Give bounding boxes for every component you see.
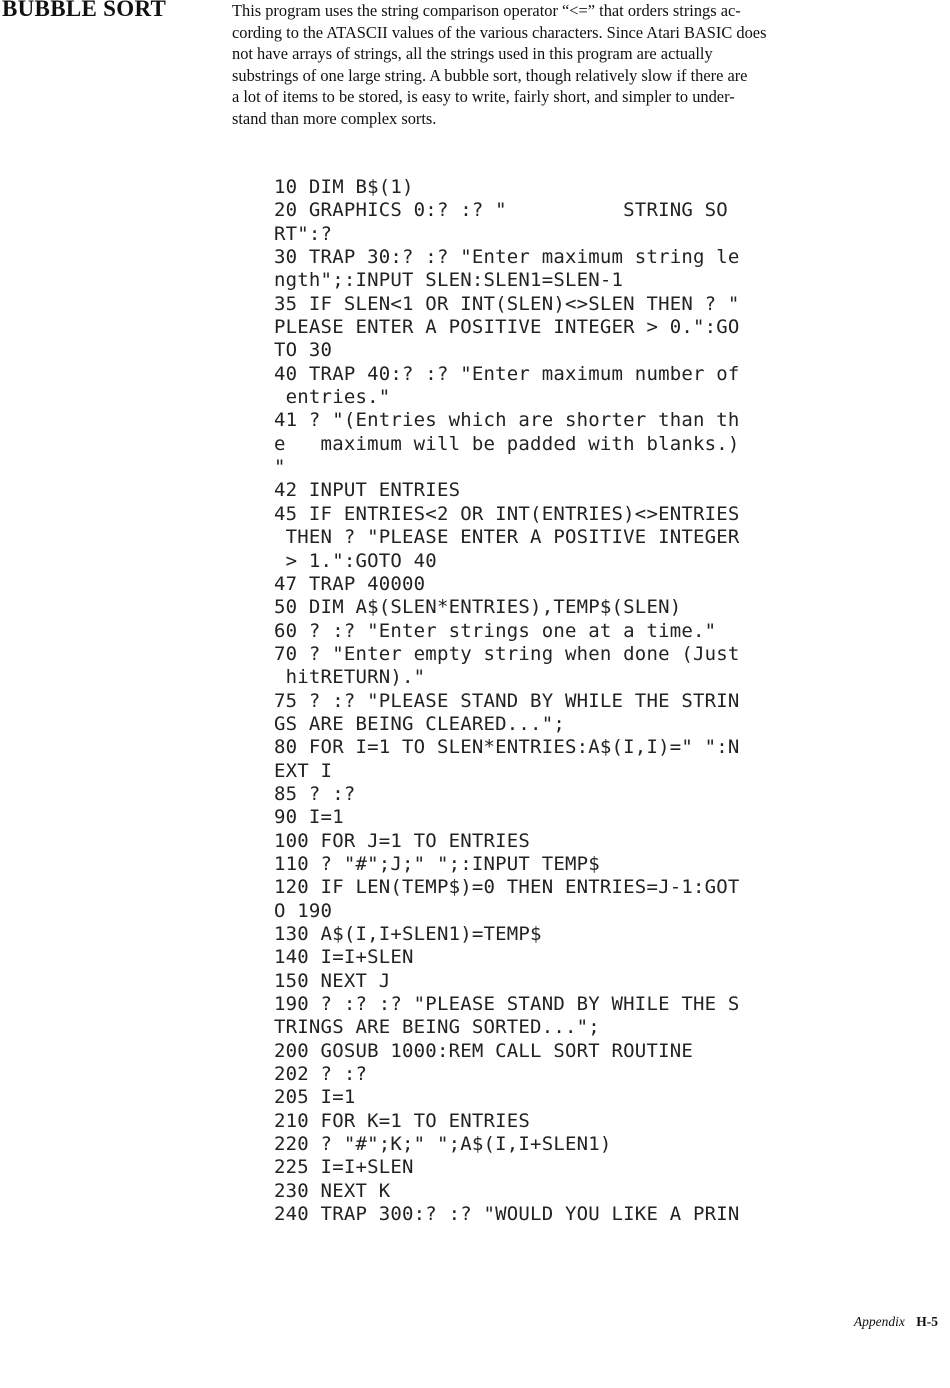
code-line: 220 ? "#";K;" ";A$(I,I+SLEN1) <box>274 1133 612 1156</box>
page-number: H-5 <box>916 1314 938 1329</box>
code-line: 150 NEXT J <box>274 969 391 992</box>
code-line: ngth";:INPUT SLEN:SLEN1=SLEN-1 <box>274 269 624 292</box>
code-line: 60 ? :? "Enter strings one at a time." <box>274 619 717 642</box>
code-line: 40 TRAP 40:? :? "Enter maximum number of <box>274 362 740 385</box>
code-line: 140 I=I+SLEN <box>274 946 414 969</box>
code-line: 130 A$(I,I+SLEN1)=TEMP$ <box>274 923 542 945</box>
code-line: 50 DIM A$(SLEN*ENTRIES),TEMP$(SLEN) <box>274 596 682 619</box>
intro-line: substrings of one large string. A bubble sort, though relatively slow if there are <box>232 65 748 85</box>
code-line: 205 I=1 <box>274 1086 356 1109</box>
code-line: " <box>274 456 286 479</box>
code-line: e maximum will be padded with blanks.) <box>274 432 740 455</box>
code-line: 90 I=1 <box>274 806 344 829</box>
code-line: 75 ? :? "PLEASE STAND BY WHILE THE STRIN <box>274 689 740 712</box>
code-line: PLEASE ENTER A POSITIVE INTEGER > 0.":GO <box>274 316 740 339</box>
code-line: 225 I=I+SLEN <box>274 1156 414 1179</box>
intro-line: stand than more complex sorts. <box>232 108 437 128</box>
code-line: 42 INPUT ENTRIES <box>274 479 461 502</box>
code-line: 47 TRAP 40000 <box>274 572 426 595</box>
code-line: 70 ? "Enter empty string when done (Just <box>274 642 740 665</box>
code-line: 41 ? "(Entries which are shorter than th <box>274 409 740 432</box>
code-line: THEN ? "PLEASE ENTER A POSITIVE INTEGER <box>274 526 740 549</box>
code-line: 100 FOR J=1 TO ENTRIES <box>274 829 531 852</box>
code-line: RT":? <box>274 222 333 245</box>
code-line: 110 ? "#";J;" ";:INPUT TEMP$ <box>274 852 600 875</box>
code-line: 20 GRAPHICS 0:? :? " STRING SO <box>274 199 728 222</box>
intro-line: a lot of items to be stored, is easy to write, fairly short, and simpler to under- <box>232 87 735 106</box>
code-line: 30 TRAP 30:? :? "Enter maximum string le <box>274 246 740 269</box>
code-line: 85 ? :? <box>274 782 356 805</box>
intro-line: cording to the ATASCII values of the various characters. Since Atari BASIC does <box>232 22 767 42</box>
code-line: > 1.":GOTO 40 <box>274 549 437 572</box>
section-heading: BUBBLE SORT <box>2 0 167 21</box>
code-line: GS ARE BEING CLEARED..."; <box>274 712 565 735</box>
intro-line: This program uses the string comparison operator “<=” that orders strings ac- <box>232 1 741 20</box>
intro-line: not have arrays of strings, all the strings used in this program are actually <box>232 44 713 63</box>
code-listing <box>274 176 740 1226</box>
code-line: TRINGS ARE BEING SORTED..."; <box>274 1016 600 1039</box>
page-footer <box>854 1314 938 1330</box>
code-line: TO 30 <box>274 339 333 362</box>
intro-paragraph <box>232 0 939 129</box>
code-line: 10 DIM B$(1) <box>274 176 414 198</box>
code-line: 190 ? :? :? "PLEASE STAND BY WHILE THE S <box>274 993 740 1016</box>
footer-label: Appendix <box>853 1314 905 1329</box>
code-line: hitRETURN)." <box>274 666 426 689</box>
code-line: 230 NEXT K <box>274 1179 391 1202</box>
code-line: 120 IF LEN(TEMP$)=0 THEN ENTRIES=J-1:GOT <box>274 876 740 899</box>
code-line: EXT I <box>274 759 333 782</box>
code-line: 35 IF SLEN<1 OR INT(SLEN)<>SLEN THEN ? " <box>274 292 740 315</box>
code-line: 210 FOR K=1 TO ENTRIES <box>274 1109 531 1132</box>
code-line: 202 ? :? <box>274 1063 368 1086</box>
code-line: entries." <box>274 386 391 409</box>
code-line: 80 FOR I=1 TO SLEN*ENTRIES:A$(I,I)=" ":N <box>274 736 740 759</box>
code-line: 45 IF ENTRIES<2 OR INT(ENTRIES)<>ENTRIES <box>274 502 740 525</box>
code-line: 240 TRAP 300:? :? "WOULD YOU LIKE A PRIN <box>274 1203 740 1226</box>
code-line: O 190 <box>274 899 333 922</box>
code-line: 200 GOSUB 1000:REM CALL SORT ROUTINE <box>274 1039 694 1062</box>
